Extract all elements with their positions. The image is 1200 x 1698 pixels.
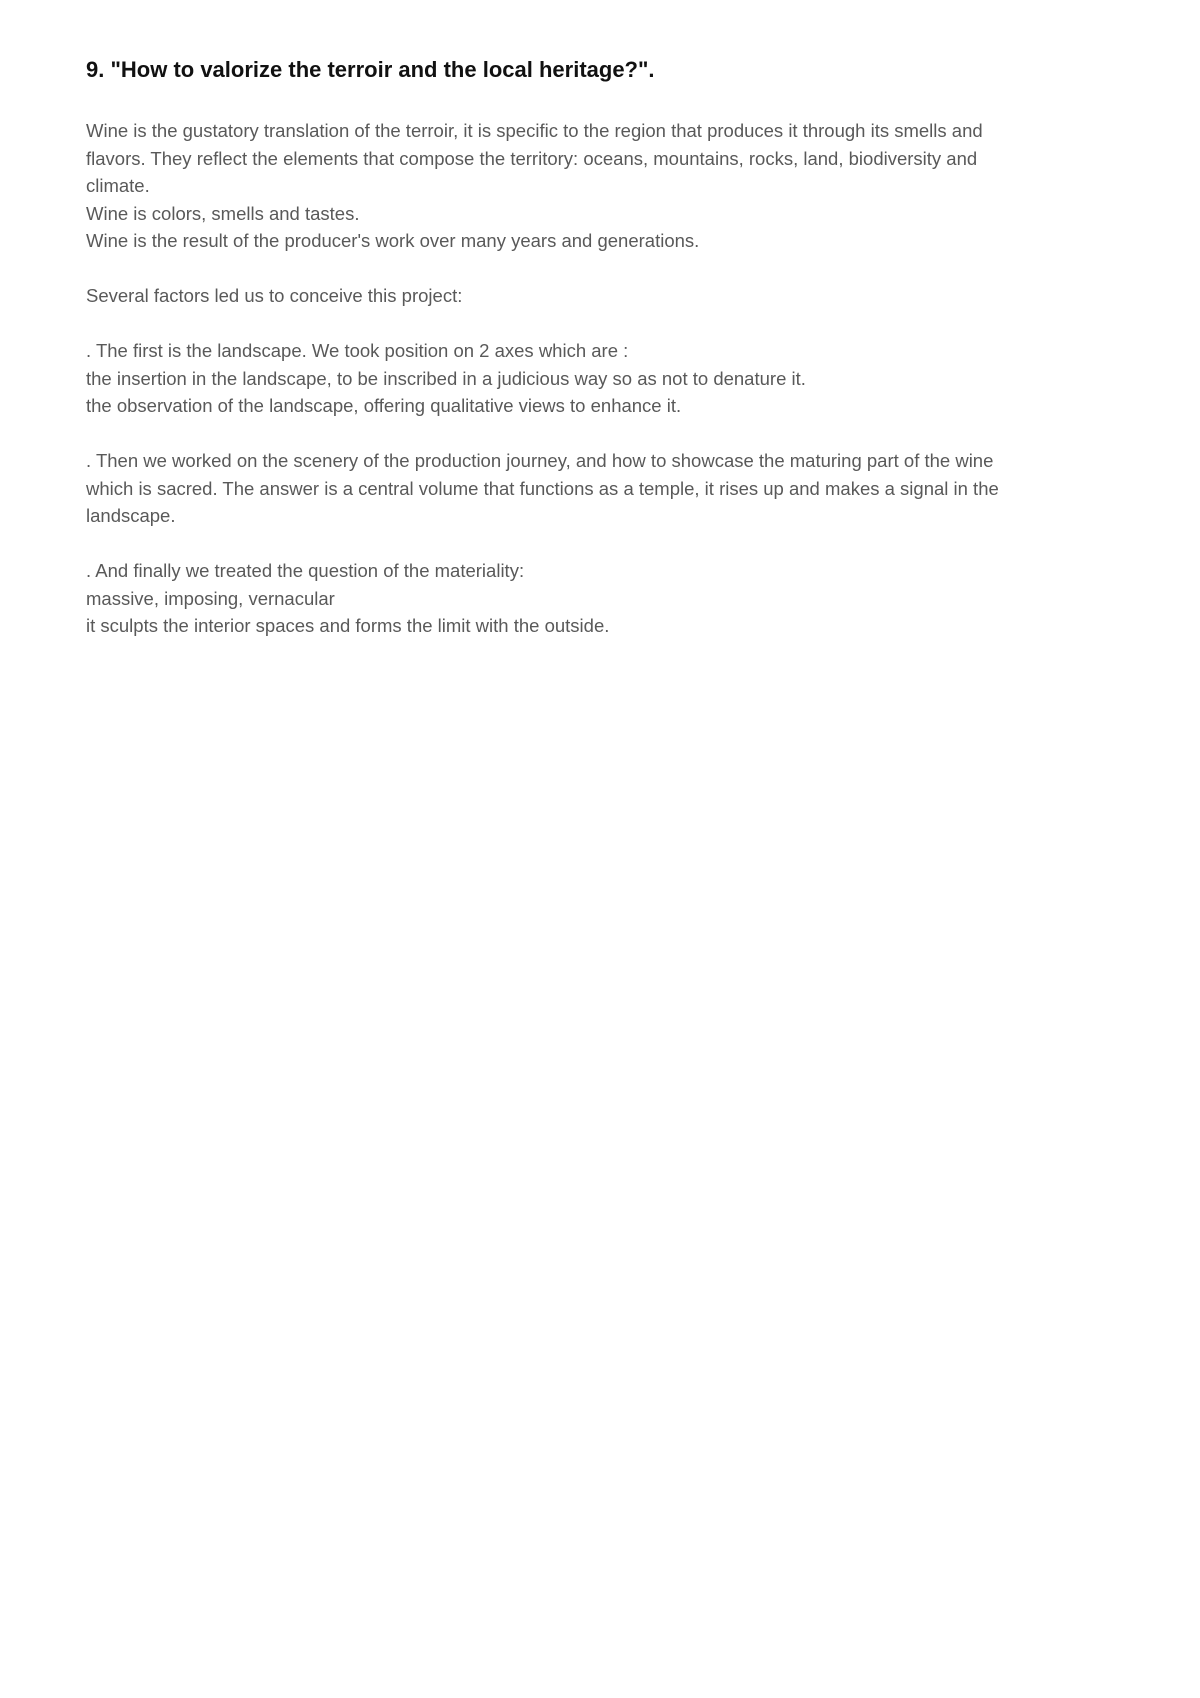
body-line-2: flavors. They reflect the elements that compose the territory: oceans, mountains, rocks, land, biodiversity and — [86, 147, 978, 169]
body-line-19: it sculpts the interior spaces and forms the limit with the outside. — [86, 615, 610, 636]
paragraph-gap — [86, 530, 1116, 558]
body-line-7: Several factors led us to conceive this project: — [86, 285, 463, 306]
body-line-5: Wine is the result of the producer's work over many years and generations. — [86, 230, 700, 251]
body-text — [86, 117, 1116, 640]
paragraph-gap — [86, 310, 1116, 338]
section-heading: 9. "How to valorize the terroir and the local heritage?". — [86, 57, 655, 82]
body-line-18: massive, imposing, vernacular — [86, 587, 335, 609]
body-line-15: landscape. — [86, 505, 176, 526]
body-line-1: Wine is the gustatory translation of the terroir, it is specific to the region that produces it through its smells and — [86, 120, 983, 141]
body-line-17: . And finally we treated the question of the materiality: — [86, 560, 525, 581]
paragraph-gap — [86, 420, 1116, 448]
body-line-3: climate. — [86, 175, 150, 196]
body-line-14: which is sacred. The answer is a central volume that functions as a temple, it rises up and makes a signal in the — [86, 477, 999, 499]
body-line-9: . The first is the landscape. We took position on 2 axes which are : — [86, 340, 629, 361]
paragraph-gap — [86, 255, 1116, 283]
body-line-11: the observation of the landscape, offering qualitative views to enhance it. — [86, 395, 682, 416]
body-line-10: the insertion in the landscape, to be inscribed in a judicious way so as not to denature it. — [86, 367, 806, 389]
body-line-4: Wine is colors, smells and tastes. — [86, 202, 360, 224]
body-line-13: . Then we worked on the scenery of the production journey, and how to showcase the maturing part of the wine — [86, 450, 994, 471]
